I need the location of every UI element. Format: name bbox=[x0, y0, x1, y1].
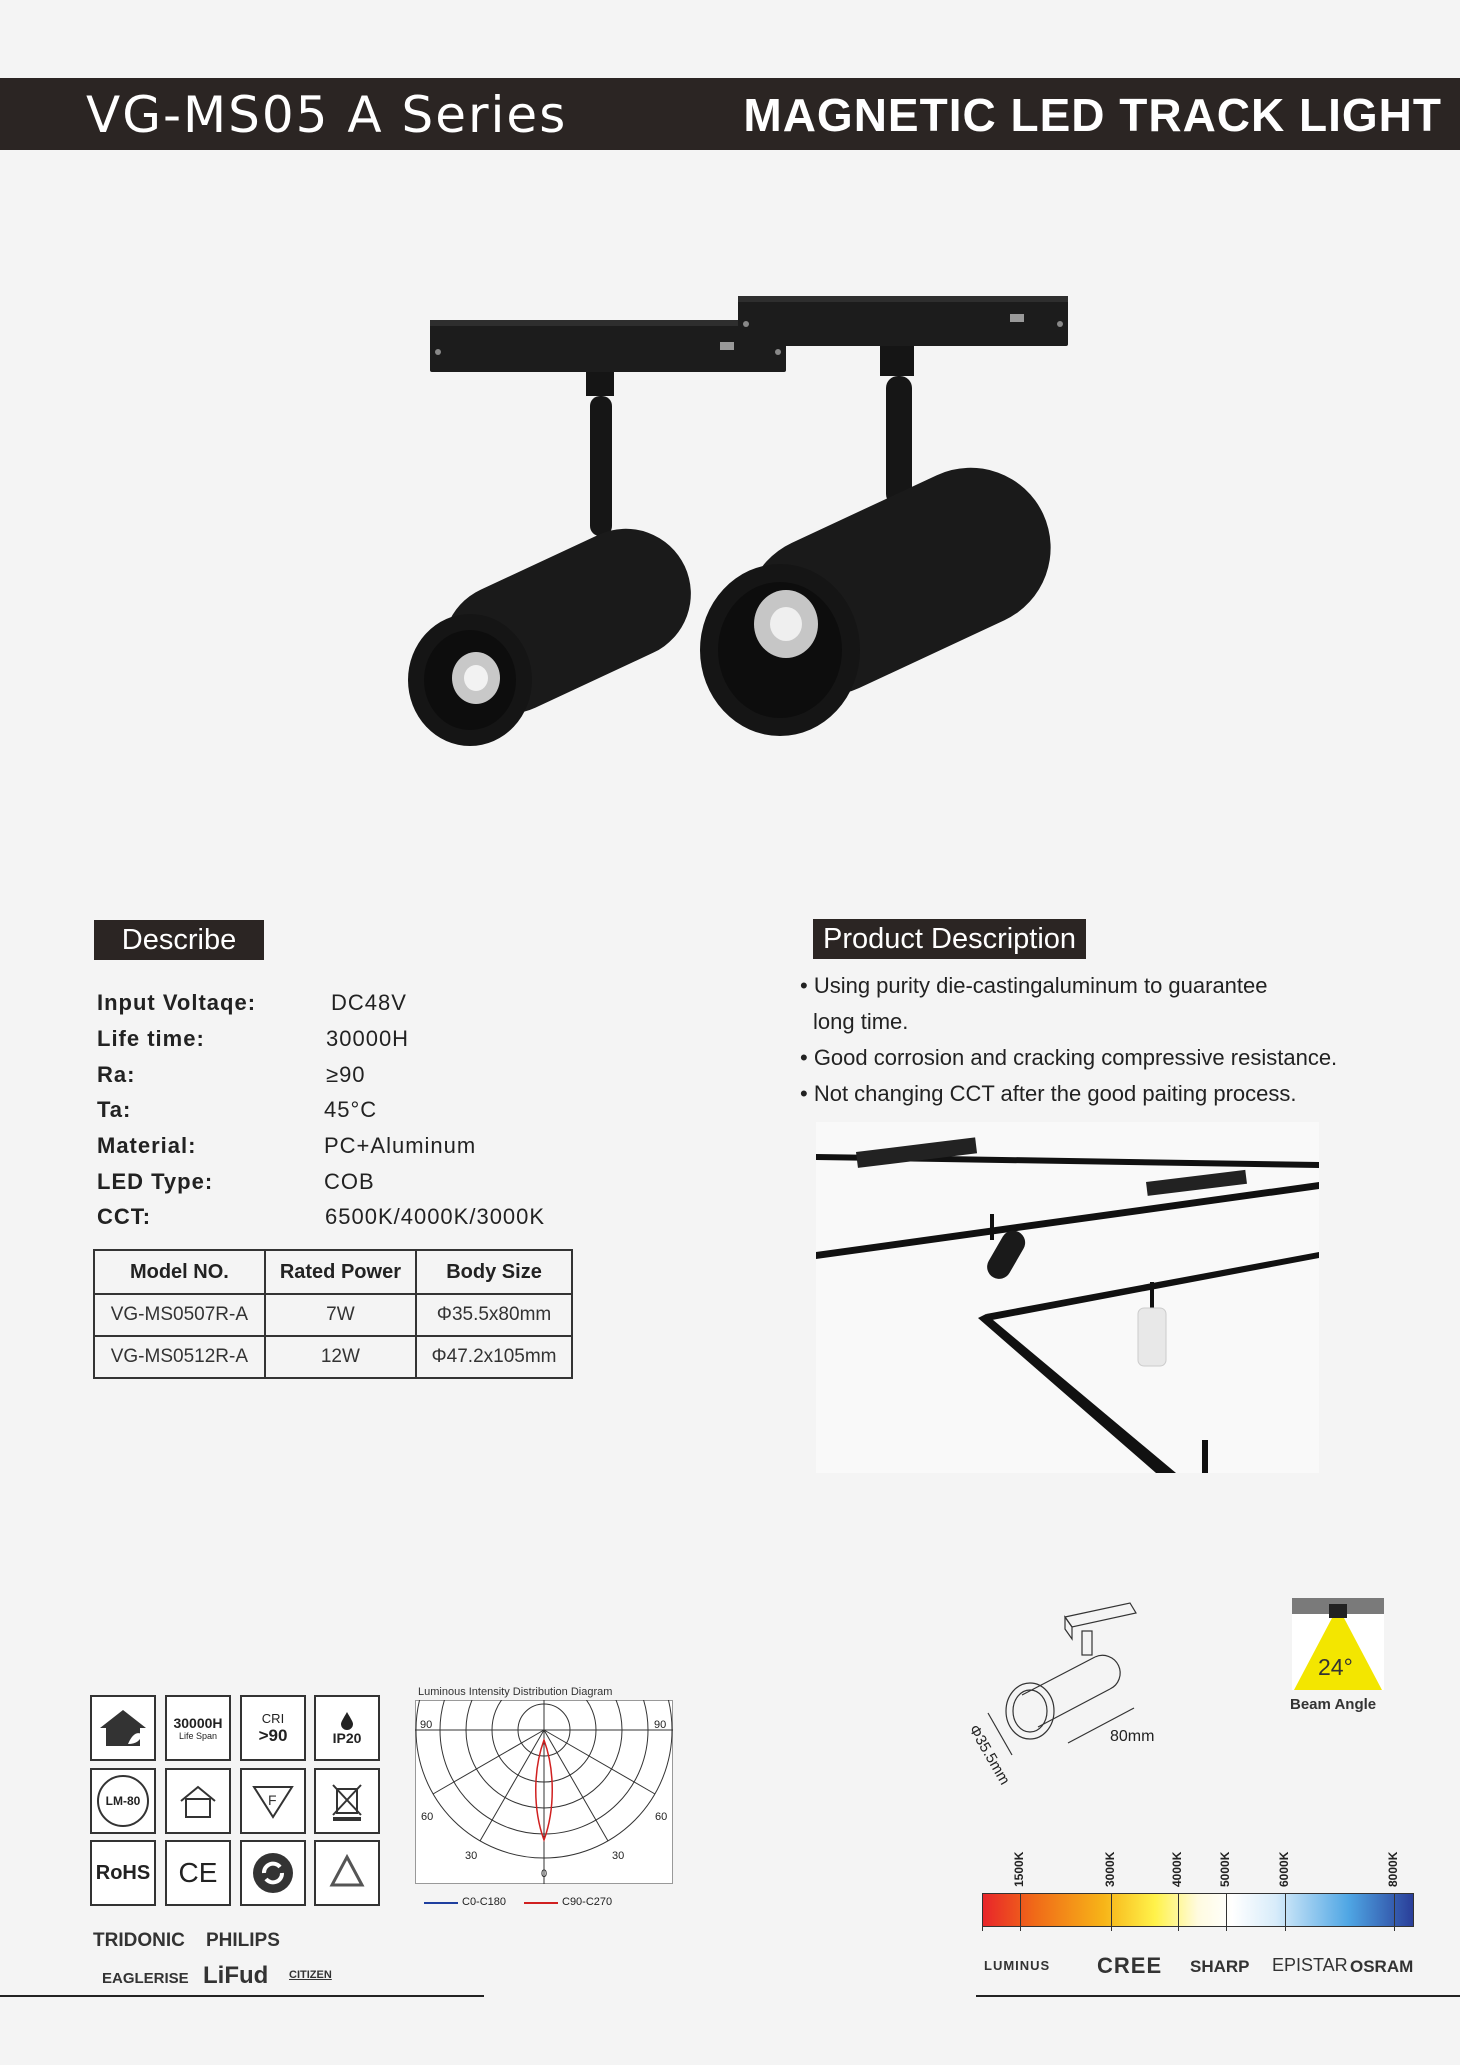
spec-value-lifetime: 30000H bbox=[326, 1026, 410, 1051]
diameter-label: Φ35.5mm bbox=[965, 1722, 1014, 1788]
table-cell: 12W bbox=[265, 1336, 416, 1378]
series-title: VG-MS05 A Series bbox=[86, 86, 568, 144]
dimension-drawing bbox=[980, 1595, 1155, 1780]
lm80-text: LM-80 bbox=[105, 1794, 141, 1808]
svg-text:F: F bbox=[268, 1792, 277, 1808]
spec-value-cct: 6500K/4000K/3000K bbox=[325, 1204, 546, 1229]
cct-tick-line bbox=[1178, 1893, 1179, 1931]
water-drop-icon bbox=[337, 1710, 357, 1730]
description-bullet: • Good corrosion and cracking compressive resistance. bbox=[800, 1045, 1338, 1070]
cct-tick: 6000K bbox=[1277, 1851, 1291, 1887]
cct-tick-line bbox=[1020, 1893, 1021, 1931]
ip-rating-icon bbox=[314, 1695, 380, 1761]
hero-product-image bbox=[380, 290, 1100, 770]
lm80-icon bbox=[90, 1768, 156, 1834]
brand-luminus: LUMINUS bbox=[984, 1958, 1051, 1973]
description-bullet: • Using purity die-castingaluminum to guarantee bbox=[800, 973, 1268, 998]
house-outline-icon bbox=[165, 1768, 231, 1834]
cct-tick-line bbox=[1226, 1893, 1227, 1931]
rohs-text: RoHS bbox=[95, 1861, 151, 1884]
weee-bin-icon bbox=[314, 1768, 380, 1834]
cri-value: >90 bbox=[258, 1725, 288, 1745]
angle-label: 30 bbox=[612, 1850, 625, 1862]
table-cell: 7W bbox=[265, 1294, 416, 1336]
legend-label: C90-C270 bbox=[562, 1896, 613, 1908]
spec-value-material: PC+Aluminum bbox=[324, 1133, 477, 1158]
brand-cree: CREE bbox=[1097, 1953, 1163, 1978]
table-cell: Φ47.2x105mm bbox=[416, 1336, 572, 1378]
cri-label: CRI bbox=[261, 1710, 285, 1726]
spec-label-ta: Ta: bbox=[97, 1097, 132, 1122]
cct-tick: 3000K bbox=[1103, 1851, 1117, 1887]
cct-color-bar bbox=[982, 1893, 1414, 1927]
description-bullet: • Not changing CCT after the good paiting process. bbox=[800, 1081, 1297, 1106]
recycle-icon bbox=[314, 1840, 380, 1906]
lifespan-text: Life Span bbox=[178, 1731, 218, 1741]
spec-value-voltage: DC48V bbox=[331, 990, 407, 1015]
spec-label-lifetime: Life time: bbox=[97, 1026, 205, 1051]
rohs-icon bbox=[90, 1840, 156, 1906]
cct-tick-line bbox=[982, 1893, 983, 1931]
spec-label-material: Material: bbox=[97, 1133, 197, 1158]
ce-text: CE bbox=[178, 1857, 218, 1888]
cri-icon bbox=[240, 1695, 306, 1761]
legend-swatch-red bbox=[524, 1902, 558, 1904]
cct-tick-line bbox=[1285, 1893, 1286, 1931]
product-type-title: MAGNETIC LED TRACK LIGHT bbox=[743, 89, 1442, 141]
brand-osram: OSRAM bbox=[1350, 1957, 1414, 1976]
spec-label-ra: Ra: bbox=[97, 1062, 136, 1087]
lifespan-icon bbox=[165, 1695, 231, 1761]
spec-label-cct: CCT: bbox=[97, 1204, 152, 1229]
spec-value-ta: 45°C bbox=[324, 1097, 378, 1122]
spec-value-led-type: COB bbox=[324, 1169, 375, 1194]
table-row bbox=[94, 1336, 572, 1378]
angle-label: 60 bbox=[421, 1811, 434, 1823]
green-dot-icon bbox=[240, 1840, 306, 1906]
lifespan-number: 30000H bbox=[173, 1715, 223, 1731]
bottom-rule-left bbox=[0, 1995, 484, 1997]
product-description-title: Product Description bbox=[813, 919, 1086, 959]
table-header-row bbox=[94, 1250, 572, 1294]
cct-tick: 4000K bbox=[1170, 1851, 1184, 1887]
ce-icon bbox=[165, 1840, 231, 1906]
spec-value-ra: ≥90 bbox=[326, 1062, 366, 1087]
cct-tick: 1500K bbox=[1012, 1851, 1026, 1887]
ip-rating-text: IP20 bbox=[332, 1730, 362, 1746]
spec-label-voltage: Input Voltaqe: bbox=[97, 990, 257, 1015]
brand-sharp: SHARP bbox=[1190, 1957, 1250, 1976]
indoor-use-icon bbox=[90, 1695, 156, 1761]
spec-label-led-type: LED Type: bbox=[97, 1169, 214, 1194]
table-row bbox=[94, 1294, 572, 1336]
brand-philips: PHILIPS bbox=[206, 1930, 280, 1951]
table-cell: Φ35.5x80mm bbox=[416, 1294, 572, 1336]
table-header-cell: Model NO. bbox=[94, 1250, 265, 1294]
cct-tick-line bbox=[1394, 1893, 1395, 1931]
beam-angle-value: 24° bbox=[1318, 1654, 1353, 1680]
legend-swatch-blue bbox=[424, 1902, 458, 1904]
table-header-cell: Body Size bbox=[416, 1250, 572, 1294]
cct-tick-line bbox=[1111, 1893, 1112, 1931]
length-label: 80mm bbox=[1110, 1728, 1155, 1745]
cct-tick: 5000K bbox=[1218, 1851, 1232, 1887]
beam-angle-label: Beam Angle bbox=[1290, 1696, 1377, 1713]
brand-lifud: LiFud bbox=[203, 1962, 269, 1989]
polar-diagram bbox=[415, 1700, 673, 1884]
description-bullet-continued: long time. bbox=[813, 1009, 909, 1034]
diagram-title: Luminous Intensity Distribution Diagram bbox=[418, 1686, 613, 1698]
angle-label: 30 bbox=[465, 1850, 478, 1862]
bottom-rule-right bbox=[976, 1995, 1460, 1997]
brand-citizen: CITIZEN bbox=[289, 1969, 332, 1981]
brand-tridonic: TRIDONIC bbox=[93, 1930, 185, 1951]
angle-label: 60 bbox=[655, 1811, 668, 1823]
angle-label: 90 bbox=[654, 1719, 667, 1731]
application-scene-image bbox=[816, 1122, 1319, 1473]
f-mark-icon bbox=[240, 1768, 306, 1834]
angle-label: 0 bbox=[541, 1868, 548, 1880]
table-cell: VG-MS0512R-A bbox=[94, 1336, 265, 1378]
model-table bbox=[93, 1249, 573, 1379]
brand-epistar: EPISTAR bbox=[1272, 1955, 1348, 1975]
cct-tick: 8000K bbox=[1386, 1851, 1400, 1887]
table-header-cell: Rated Power bbox=[265, 1250, 416, 1294]
brand-eaglerise: EAGLERISE bbox=[102, 1970, 189, 1987]
table-cell: VG-MS0507R-A bbox=[94, 1294, 265, 1336]
describe-title: Describe bbox=[94, 920, 264, 960]
angle-label: 90 bbox=[420, 1719, 433, 1731]
legend-label: C0-C180 bbox=[462, 1896, 507, 1908]
